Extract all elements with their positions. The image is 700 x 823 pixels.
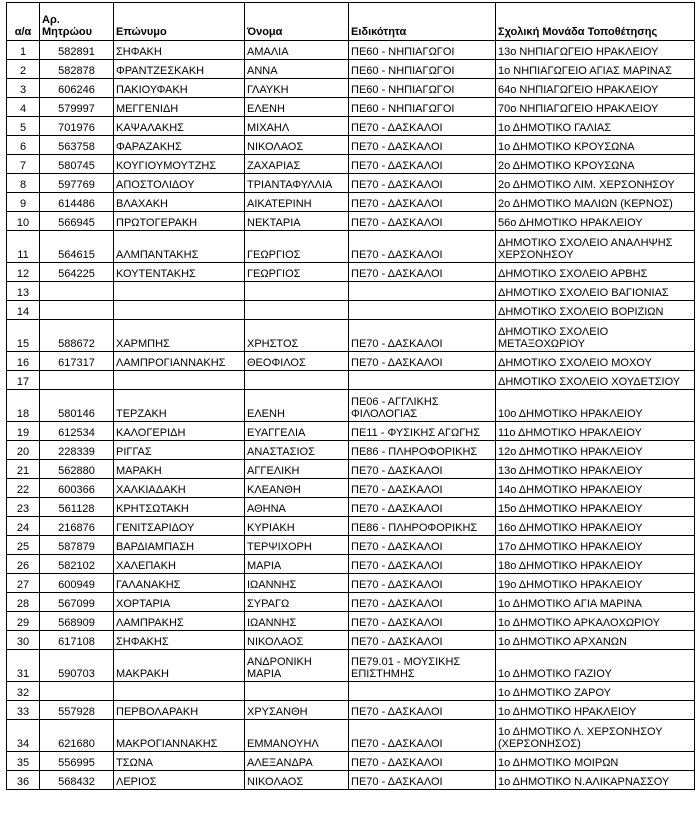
- cell-registry-number: 590703: [40, 650, 114, 682]
- cell-school-unit: 11ο ΔΗΜΟΤΙΚΟ ΗΡΑΚΛΕΙΟΥ: [496, 422, 695, 441]
- table-row: [7, 352, 695, 371]
- cell-surname: ΚΑΛΟΓΕΡΙΔΗ: [114, 422, 245, 441]
- cell-row-number: 13: [7, 282, 40, 301]
- cell-surname: ΧΑΛΕΠΑΚΗ: [114, 555, 245, 574]
- cell-surname: ΚΑΨΑΛΑΚΗΣ: [114, 117, 245, 136]
- cell-row-number: 32: [7, 682, 40, 701]
- cell-surname: ΣΗΦΑΚΗ: [114, 41, 245, 60]
- cell-surname: ΜΕΓΓΕΝΙΔΗ: [114, 98, 245, 117]
- cell-row-number: 1: [7, 41, 40, 60]
- cell-registry-number: 621680: [40, 720, 114, 752]
- cell-school-unit: 70ο ΝΗΠΙΑΓΩΓΕΙΟ ΗΡΑΚΛΕΙΟΥ: [496, 98, 695, 117]
- cell-school-unit: 12ο ΔΗΜΟΤΙΚΟ ΗΡΑΚΛΕΙΟΥ: [496, 441, 695, 460]
- cell-first-name: ΑΛΕΞΑΝΔΡΑ: [245, 752, 349, 771]
- cell-school-unit: 18ο ΔΗΜΟΤΙΚΟ ΗΡΑΚΛΕΙΟΥ: [496, 555, 695, 574]
- cell-registry-number: 587879: [40, 536, 114, 555]
- cell-first-name: ΑΓΓΕΛΙΚΗ: [245, 460, 349, 479]
- cell-first-name: ΑΝΑΣΤΑΣΙΟΣ: [245, 441, 349, 460]
- cell-surname: [114, 682, 245, 701]
- cell-surname: ΜΑΚΡΟΓΙΑΝΝΑΚΗΣ: [114, 720, 245, 752]
- cell-surname: ΠΕΡΒΟΛΑΡΑΚΗ: [114, 701, 245, 720]
- cell-registry-number: [40, 682, 114, 701]
- cell-surname: ΒΑΡΔΙΑΜΠΑΣΗ: [114, 536, 245, 555]
- cell-row-number: 24: [7, 517, 40, 536]
- cell-school-unit: ΔΗΜΟΤΙΚΟ ΣΧΟΛΕΙΟ ΑΡΒΗΣ: [496, 263, 695, 282]
- cell-school-unit: 15ο ΔΗΜΟΤΙΚΟ ΗΡΑΚΛΕΙΟΥ: [496, 498, 695, 517]
- cell-first-name: ΓΛΑΥΚΗ: [245, 79, 349, 98]
- cell-registry-number: [40, 371, 114, 390]
- table-row: [7, 136, 695, 155]
- table-row: [7, 682, 695, 701]
- table-row: [7, 631, 695, 650]
- cell-row-number: 34: [7, 720, 40, 752]
- cell-school-unit: 1ο ΔΗΜΟΤΙΚΟ Λ. ΧΕΡΣΟΝΗΣΟΥ (ΧΕΡΣΟΝΗΣΟΣ): [496, 720, 695, 752]
- cell-first-name: ΑΜΑΛΙΑ: [245, 41, 349, 60]
- cell-registry-number: 580745: [40, 155, 114, 174]
- cell-specialty: ΠΕ70 - ΔΑΣΚΑΛΟΙ: [349, 479, 496, 498]
- cell-registry-number: 564225: [40, 263, 114, 282]
- cell-row-number: 21: [7, 460, 40, 479]
- cell-school-unit: 13ο ΔΗΜΟΤΙΚΟ ΗΡΑΚΛΕΙΟΥ: [496, 460, 695, 479]
- cell-school-unit: 2ο ΔΗΜΟΤΙΚΟ ΜΑΛΙΩΝ (ΚΕΡΝΟΣ): [496, 193, 695, 212]
- cell-surname: ΤΕΡΖΑΚΗ: [114, 390, 245, 422]
- cell-surname: ΛΕΡΙΟΣ: [114, 771, 245, 790]
- cell-first-name: [245, 301, 349, 320]
- cell-school-unit: 1ο ΔΗΜΟΤΙΚΟ ΓΑΖΙΟΥ: [496, 650, 695, 682]
- cell-first-name: ΖΑΧΑΡΙΑΣ: [245, 155, 349, 174]
- cell-school-unit: 1ο ΔΗΜΟΤΙΚΟ ΑΓΙΑ ΜΑΡΙΝΑ: [496, 593, 695, 612]
- cell-registry-number: 600949: [40, 574, 114, 593]
- cell-surname: ΡΙΓΓΑΣ: [114, 441, 245, 460]
- cell-row-number: 3: [7, 79, 40, 98]
- header-registry-number: Αρ. Μητρώου: [40, 3, 114, 41]
- table-row: [7, 174, 695, 193]
- cell-first-name: ΕΛΕΝΗ: [245, 390, 349, 422]
- cell-registry-number: 701976: [40, 117, 114, 136]
- cell-row-number: 12: [7, 263, 40, 282]
- cell-school-unit: 2ο ΔΗΜΟΤΙΚΟ ΚΡΟΥΣΩΝΑ: [496, 155, 695, 174]
- cell-row-number: 31: [7, 650, 40, 682]
- cell-specialty: [349, 282, 496, 301]
- cell-first-name: ΓΕΩΡΓΙΟΣ: [245, 231, 349, 263]
- placements-table: [6, 2, 695, 790]
- cell-row-number: 19: [7, 422, 40, 441]
- cell-row-number: 17: [7, 371, 40, 390]
- cell-row-number: 10: [7, 212, 40, 231]
- cell-row-number: 23: [7, 498, 40, 517]
- cell-surname: [114, 301, 245, 320]
- table-row: [7, 650, 695, 682]
- table-header: [7, 3, 695, 41]
- cell-school-unit: 14ο ΔΗΜΟΤΙΚΟ ΗΡΑΚΛΕΙΟΥ: [496, 479, 695, 498]
- cell-first-name: [245, 371, 349, 390]
- cell-surname: ΓΑΛΑΝΑΚΗΣ: [114, 574, 245, 593]
- cell-row-number: 7: [7, 155, 40, 174]
- cell-row-number: 28: [7, 593, 40, 612]
- cell-row-number: 18: [7, 390, 40, 422]
- cell-specialty: ΠΕ70 - ΔΑΣΚΑΛΟΙ: [349, 536, 496, 555]
- cell-row-number: 8: [7, 174, 40, 193]
- cell-first-name: ΙΩΑΝΝΗΣ: [245, 574, 349, 593]
- cell-school-unit: 1ο ΔΗΜΟΤΙΚΟ ΖΑΡΟΥ: [496, 682, 695, 701]
- table-row: [7, 701, 695, 720]
- cell-surname: ΤΣΩΝΑ: [114, 752, 245, 771]
- cell-specialty: ΠΕ86 - ΠΛΗΡΟΦΟΡΙΚΗΣ: [349, 517, 496, 536]
- table-row: [7, 212, 695, 231]
- cell-first-name: [245, 682, 349, 701]
- table-row: [7, 320, 695, 352]
- cell-specialty: ΠΕ70 - ΔΑΣΚΑΛΟΙ: [349, 771, 496, 790]
- table-row: [7, 574, 695, 593]
- cell-specialty: [349, 371, 496, 390]
- cell-registry-number: 557928: [40, 701, 114, 720]
- cell-first-name: ΕΜΜΑΝΟΥΗΛ: [245, 720, 349, 752]
- cell-row-number: 30: [7, 631, 40, 650]
- cell-specialty: ΠΕ70 - ΔΑΣΚΑΛΟΙ: [349, 460, 496, 479]
- table-row: [7, 231, 695, 263]
- cell-row-number: 16: [7, 352, 40, 371]
- cell-registry-number: 579997: [40, 98, 114, 117]
- cell-specialty: ΠΕ70 - ΔΑΣΚΑΛΟΙ: [349, 631, 496, 650]
- cell-first-name: ΧΡΗΣΤΟΣ: [245, 320, 349, 352]
- cell-surname: ΧΑΡΜΠΗΣ: [114, 320, 245, 352]
- table-row: [7, 536, 695, 555]
- header-first-name: Όνομα: [245, 3, 349, 41]
- header-aa: α/α: [7, 3, 40, 41]
- table-row: [7, 390, 695, 422]
- cell-surname: [114, 371, 245, 390]
- cell-row-number: 11: [7, 231, 40, 263]
- cell-row-number: 36: [7, 771, 40, 790]
- cell-specialty: ΠΕ60 - ΝΗΠΙΑΓΩΓΟΙ: [349, 79, 496, 98]
- cell-specialty: ΠΕ11 - ΦΥΣΙΚΗΣ ΑΓΩΓΗΣ: [349, 422, 496, 441]
- cell-specialty: ΠΕ70 - ΔΑΣΚΑΛΟΙ: [349, 136, 496, 155]
- cell-first-name: ΚΛΕΑΝΘΗ: [245, 479, 349, 498]
- table-row: [7, 79, 695, 98]
- cell-registry-number: 228339: [40, 441, 114, 460]
- table-row: [7, 720, 695, 752]
- header-surname: Επώνυμο: [114, 3, 245, 41]
- table-row: [7, 117, 695, 136]
- cell-school-unit: ΔΗΜΟΤΙΚΟ ΣΧΟΛΕΙΟ ΑΝΑΛΗΨΗΣ ΧΕΡΣΟΝΗΣΟΥ: [496, 231, 695, 263]
- cell-specialty: ΠΕ70 - ΔΑΣΚΑΛΟΙ: [349, 720, 496, 752]
- table-body: [7, 41, 695, 790]
- table-row: [7, 593, 695, 612]
- cell-surname: ΓΕΝΙΤΣΑΡΙΔΟΥ: [114, 517, 245, 536]
- cell-registry-number: 568432: [40, 771, 114, 790]
- cell-school-unit: 1ο ΔΗΜΟΤΙΚΟ ΑΡΚΑΛΟΧΩΡΙΟΥ: [496, 612, 695, 631]
- cell-specialty: ΠΕ70 - ΔΑΣΚΑΛΟΙ: [349, 574, 496, 593]
- table-row: [7, 155, 695, 174]
- cell-school-unit: ΔΗΜΟΤΙΚΟ ΣΧΟΛΕΙΟ ΒΑΓΙΟΝΙΑΣ: [496, 282, 695, 301]
- cell-specialty: ΠΕ70 - ΔΑΣΚΑΛΟΙ: [349, 263, 496, 282]
- cell-row-number: 22: [7, 479, 40, 498]
- cell-specialty: ΠΕ70 - ΔΑΣΚΑΛΟΙ: [349, 555, 496, 574]
- cell-row-number: 29: [7, 612, 40, 631]
- cell-registry-number: 582878: [40, 60, 114, 79]
- cell-surname: ΛΑΜΠΡΑΚΗΣ: [114, 612, 245, 631]
- header-row: [7, 3, 695, 41]
- cell-surname: ΑΠΟΣΤΟΛΙΔΟΥ: [114, 174, 245, 193]
- cell-school-unit: 19ο ΔΗΜΟΤΙΚΟ ΗΡΑΚΛΕΙΟΥ: [496, 574, 695, 593]
- cell-specialty: ΠΕ60 - ΝΗΠΙΑΓΩΓΟΙ: [349, 98, 496, 117]
- cell-school-unit: ΔΗΜΟΤΙΚΟ ΣΧΟΛΕΙΟ ΜΕΤΑΞΟΧΩΡΙΟΥ: [496, 320, 695, 352]
- cell-first-name: ΜΙΧΑΗΛ: [245, 117, 349, 136]
- table-row: [7, 282, 695, 301]
- cell-first-name: ΕΛΕΝΗ: [245, 98, 349, 117]
- header-school-unit: Σχολική Μονάδα Τοποθέτησης: [496, 3, 695, 41]
- table-row: [7, 263, 695, 282]
- cell-registry-number: 563758: [40, 136, 114, 155]
- cell-school-unit: 1ο ΔΗΜΟΤΙΚΟ ΗΡΑΚΛΕΙΟΥ: [496, 701, 695, 720]
- cell-registry-number: 597769: [40, 174, 114, 193]
- cell-row-number: 20: [7, 441, 40, 460]
- cell-school-unit: 17ο ΔΗΜΟΤΙΚΟ ΗΡΑΚΛΕΙΟΥ: [496, 536, 695, 555]
- cell-school-unit: 1ο ΔΗΜΟΤΙΚΟ ΑΡΧΑΝΩΝ: [496, 631, 695, 650]
- cell-specialty: ΠΕ70 - ΔΑΣΚΑΛΟΙ: [349, 155, 496, 174]
- table-row: [7, 441, 695, 460]
- cell-specialty: ΠΕ70 - ΔΑΣΚΑΛΟΙ: [349, 174, 496, 193]
- cell-row-number: 15: [7, 320, 40, 352]
- cell-specialty: [349, 682, 496, 701]
- cell-school-unit: 1ο ΔΗΜΟΤΙΚΟ ΓΑΛΙΑΣ: [496, 117, 695, 136]
- cell-first-name: ΚΥΡΙΑΚΗ: [245, 517, 349, 536]
- cell-surname: ΧΑΛΚΙΑΔΑΚΗ: [114, 479, 245, 498]
- cell-school-unit: 1ο ΝΗΠΙΑΓΩΓΕΙΟ ΑΓΙΑΣ ΜΑΡΙΝΑΣ: [496, 60, 695, 79]
- cell-registry-number: 614486: [40, 193, 114, 212]
- cell-school-unit: 13ο ΝΗΠΙΑΓΩΓΕΙΟ ΗΡΑΚΛΕΙΟΥ: [496, 41, 695, 60]
- cell-first-name: ΝΙΚΟΛΑΟΣ: [245, 631, 349, 650]
- cell-school-unit: 1ο ΔΗΜΟΤΙΚΟ Ν.ΑΛΙΚΑΡΝΑΣΣΟΥ: [496, 771, 695, 790]
- cell-specialty: ΠΕ70 - ΔΑΣΚΑΛΟΙ: [349, 701, 496, 720]
- cell-first-name: ΝΙΚΟΛΑΟΣ: [245, 136, 349, 155]
- cell-row-number: 27: [7, 574, 40, 593]
- cell-first-name: ΜΑΡΙΑ: [245, 555, 349, 574]
- cell-row-number: 33: [7, 701, 40, 720]
- cell-registry-number: 556995: [40, 752, 114, 771]
- cell-registry-number: [40, 301, 114, 320]
- cell-specialty: ΠΕ70 - ΔΑΣΚΑΛΟΙ: [349, 320, 496, 352]
- table-row: [7, 193, 695, 212]
- cell-registry-number: 564615: [40, 231, 114, 263]
- cell-specialty: ΠΕ06 - ΑΓΓΛΙΚΗΣ ΦΙΛΟΛΟΓΙΑΣ: [349, 390, 496, 422]
- table-row: [7, 301, 695, 320]
- cell-surname: ΜΑΡΑΚΗ: [114, 460, 245, 479]
- cell-first-name: ΓΕΩΡΓΙΟΣ: [245, 263, 349, 282]
- cell-school-unit: 2ο ΔΗΜΟΤΙΚΟ ΛΙΜ. ΧΕΡΣΟΝΗΣΟΥ: [496, 174, 695, 193]
- cell-specialty: ΠΕ70 - ΔΑΣΚΑΛΟΙ: [349, 193, 496, 212]
- cell-registry-number: 567099: [40, 593, 114, 612]
- cell-row-number: 14: [7, 301, 40, 320]
- table-row: [7, 555, 695, 574]
- cell-surname: ΚΟΥΓΙΟΥΜΟΥΤΖΗΣ: [114, 155, 245, 174]
- cell-school-unit: 56ο ΔΗΜΟΤΙΚΟ ΗΡΑΚΛΕΙΟΥ: [496, 212, 695, 231]
- cell-school-unit: ΔΗΜΟΤΙΚΟ ΣΧΟΛΕΙΟ ΧΟΥΔΕΤΣΙΟΥ: [496, 371, 695, 390]
- cell-registry-number: 617317: [40, 352, 114, 371]
- table-row: [7, 479, 695, 498]
- table-row: [7, 612, 695, 631]
- cell-specialty: ΠΕ70 - ΔΑΣΚΑΛΟΙ: [349, 212, 496, 231]
- table-row: [7, 460, 695, 479]
- table-row: [7, 517, 695, 536]
- table-row: [7, 371, 695, 390]
- table-row: [7, 771, 695, 790]
- cell-row-number: 35: [7, 752, 40, 771]
- cell-surname: ΦΑΡΑΖΑΚΗΣ: [114, 136, 245, 155]
- cell-first-name: ΑΙΚΑΤΕΡΙΝΗ: [245, 193, 349, 212]
- cell-registry-number: [40, 282, 114, 301]
- cell-row-number: 4: [7, 98, 40, 117]
- table-row: [7, 98, 695, 117]
- table-row: [7, 498, 695, 517]
- cell-first-name: ΑΝΔΡΟΝΙΚΗ ΜΑΡΙΑ: [245, 650, 349, 682]
- cell-first-name: ΑΘΗΝΑ: [245, 498, 349, 517]
- cell-first-name: ΝΙΚΟΛΑΟΣ: [245, 771, 349, 790]
- cell-school-unit: 10ο ΔΗΜΟΤΙΚΟ ΗΡΑΚΛΕΙΟΥ: [496, 390, 695, 422]
- cell-specialty: ΠΕ60 - ΝΗΠΙΑΓΩΓΟΙ: [349, 60, 496, 79]
- cell-surname: ΚΟΥΤΕΝΤΑΚΗΣ: [114, 263, 245, 282]
- cell-first-name: ΤΕΡΨΙΧΟΡΗ: [245, 536, 349, 555]
- cell-registry-number: 561128: [40, 498, 114, 517]
- cell-registry-number: 568909: [40, 612, 114, 631]
- cell-surname: ΒΛΑΧΑΚΗ: [114, 193, 245, 212]
- cell-registry-number: 582102: [40, 555, 114, 574]
- cell-school-unit: 64ο ΝΗΠΙΑΓΩΓΕΙΟ ΗΡΑΚΛΕΙΟΥ: [496, 79, 695, 98]
- cell-school-unit: ΔΗΜΟΤΙΚΟ ΣΧΟΛΕΙΟ ΒΟΡΙΖΙΩΝ: [496, 301, 695, 320]
- cell-specialty: ΠΕ70 - ΔΑΣΚΑΛΟΙ: [349, 117, 496, 136]
- cell-surname: ΣΗΦΑΚΗΣ: [114, 631, 245, 650]
- cell-surname: ΑΛΜΠΑΝΤΑΚΗΣ: [114, 231, 245, 263]
- table-row: [7, 752, 695, 771]
- cell-first-name: ΕΥΑΓΓΕΛΙΑ: [245, 422, 349, 441]
- cell-specialty: ΠΕ70 - ΔΑΣΚΑΛΟΙ: [349, 593, 496, 612]
- cell-specialty: ΠΕ86 - ΠΛΗΡΟΦΟΡΙΚΗΣ: [349, 441, 496, 460]
- cell-first-name: [245, 282, 349, 301]
- cell-row-number: 2: [7, 60, 40, 79]
- cell-registry-number: 216876: [40, 517, 114, 536]
- cell-school-unit: 16ο ΔΗΜΟΤΙΚΟ ΗΡΑΚΛΕΙΟΥ: [496, 517, 695, 536]
- cell-registry-number: 582891: [40, 41, 114, 60]
- cell-row-number: 25: [7, 536, 40, 555]
- table-row: [7, 422, 695, 441]
- cell-registry-number: 580146: [40, 390, 114, 422]
- cell-first-name: ΙΩΑΝΝΗΣ: [245, 612, 349, 631]
- cell-row-number: 26: [7, 555, 40, 574]
- cell-specialty: ΠΕ60 - ΝΗΠΙΑΓΩΓΟΙ: [349, 41, 496, 60]
- cell-first-name: ΘΕΟΦΙΛΟΣ: [245, 352, 349, 371]
- cell-row-number: 5: [7, 117, 40, 136]
- cell-registry-number: 588672: [40, 320, 114, 352]
- table-row: [7, 41, 695, 60]
- cell-specialty: ΠΕ70 - ΔΑΣΚΑΛΟΙ: [349, 498, 496, 517]
- cell-surname: ΠΑΚΙΟΥΦΑΚΗ: [114, 79, 245, 98]
- cell-first-name: ΣΥΡΑΓΩ: [245, 593, 349, 612]
- cell-first-name: ΝΕΚΤΑΡΙΑ: [245, 212, 349, 231]
- cell-registry-number: 600366: [40, 479, 114, 498]
- cell-first-name: ΑΝΝΑ: [245, 60, 349, 79]
- cell-registry-number: 617108: [40, 631, 114, 650]
- cell-registry-number: 606246: [40, 79, 114, 98]
- cell-registry-number: 566945: [40, 212, 114, 231]
- cell-surname: [114, 282, 245, 301]
- cell-surname: ΧΟΡΤΑΡΙΑ: [114, 593, 245, 612]
- cell-row-number: 6: [7, 136, 40, 155]
- cell-first-name: ΧΡΥΣΑΝΘΗ: [245, 701, 349, 720]
- cell-specialty: ΠΕ79.01 - ΜΟΥΣΙΚΗΣ ΕΠΙΣΤΗΜΗΣ: [349, 650, 496, 682]
- cell-specialty: [349, 301, 496, 320]
- cell-specialty: ΠΕ70 - ΔΑΣΚΑΛΟΙ: [349, 352, 496, 371]
- cell-registry-number: 612534: [40, 422, 114, 441]
- cell-surname: ΜΑΚΡΑΚΗ: [114, 650, 245, 682]
- cell-school-unit: ΔΗΜΟΤΙΚΟ ΣΧΟΛΕΙΟ ΜΟΧΟΥ: [496, 352, 695, 371]
- cell-specialty: ΠΕ70 - ΔΑΣΚΑΛΟΙ: [349, 231, 496, 263]
- cell-specialty: ΠΕ70 - ΔΑΣΚΑΛΟΙ: [349, 612, 496, 631]
- cell-school-unit: 1ο ΔΗΜΟΤΙΚΟ ΜΟΙΡΩΝ: [496, 752, 695, 771]
- cell-surname: ΚΡΗΤΣΩΤΑΚΗ: [114, 498, 245, 517]
- cell-surname: ΠΡΩΤΟΓΕΡΑΚΗ: [114, 212, 245, 231]
- cell-specialty: ΠΕ70 - ΔΑΣΚΑΛΟΙ: [349, 752, 496, 771]
- header-specialty: Ειδικότητα: [349, 3, 496, 41]
- cell-registry-number: 562880: [40, 460, 114, 479]
- cell-first-name: ΤΡΙΑΝΤΑΦΥΛΛΙΑ: [245, 174, 349, 193]
- cell-school-unit: 1ο ΔΗΜΟΤΙΚΟ ΚΡΟΥΣΩΝΑ: [496, 136, 695, 155]
- cell-surname: ΦΡΑΝΤΖΕΣΚΑΚΗ: [114, 60, 245, 79]
- table-row: [7, 60, 695, 79]
- cell-row-number: 9: [7, 193, 40, 212]
- cell-surname: ΛΑΜΠΡΟΓΙΑΝΝΑΚΗΣ: [114, 352, 245, 371]
